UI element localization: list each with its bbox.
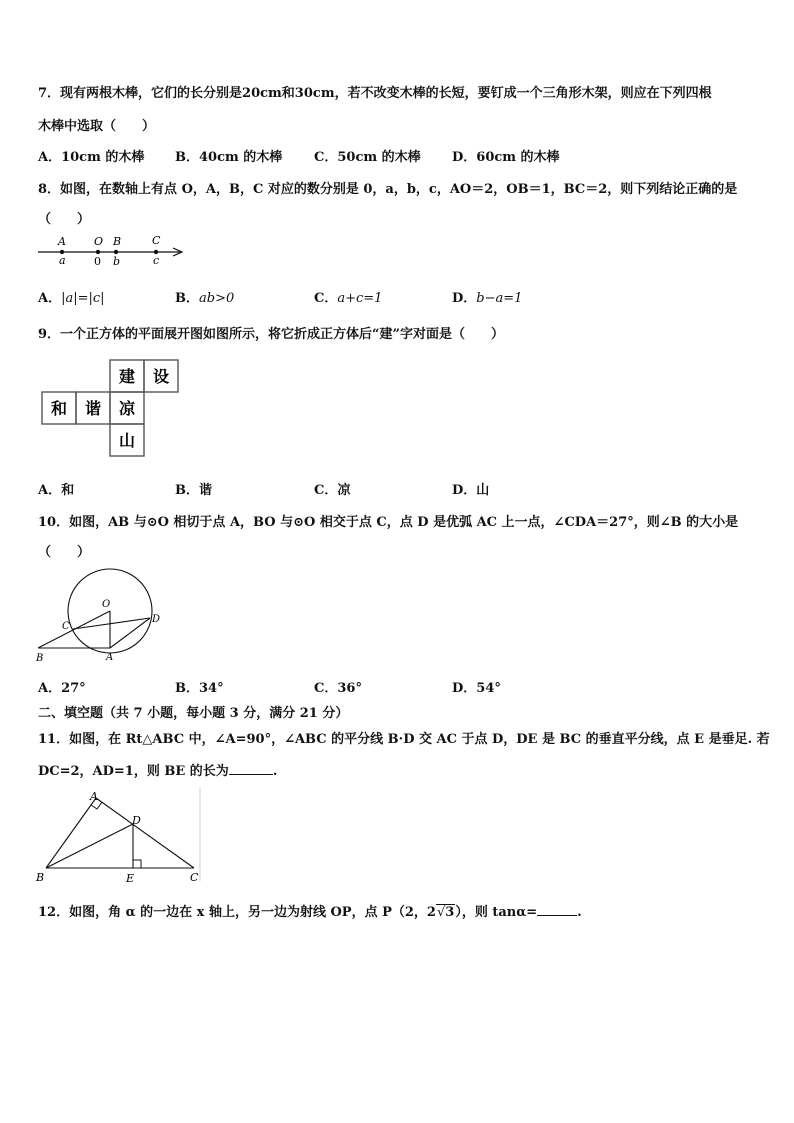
value-a-label: a (59, 254, 66, 267)
segment-bd (46, 824, 133, 868)
q8-option-a (38, 287, 105, 306)
q12-stem-end: . (577, 905, 582, 920)
label-c: C (190, 871, 199, 884)
net-char-jian: 建 (118, 367, 136, 386)
q10-stem-line2: （ ） (38, 545, 91, 560)
q11-stem-end: . (272, 764, 278, 779)
label-o: O (102, 599, 111, 610)
circle-tangent-figure (30, 558, 170, 668)
q8-option-c (314, 287, 382, 306)
q8-option-b (175, 287, 234, 306)
net-char-he: 和 (50, 399, 68, 418)
q7-option-c: C．50cm 的木棒 (314, 150, 421, 165)
label-b: B (36, 871, 45, 884)
net-char-liang: 凉 (118, 399, 136, 418)
right-angle-mark-e (133, 860, 141, 868)
q7-option-b: B．40cm 的木棒 (175, 150, 283, 165)
label-c: C (62, 621, 70, 632)
q12-stem-text-after: ），则 tanα= (455, 905, 538, 920)
q9-option-a: A．和 (38, 483, 75, 498)
net-char-xie: 谐 (84, 399, 102, 418)
point-c-label: C (152, 234, 161, 247)
label-d: D (132, 814, 141, 827)
label-a: A (106, 652, 114, 663)
segment-ab (46, 798, 96, 868)
q12-stem (38, 901, 582, 920)
q8-option-d (452, 287, 522, 306)
q12-sqrt-3: √3 (436, 905, 455, 920)
segment-bo (38, 611, 110, 648)
q8-option-b-formula: ab>0 (199, 291, 235, 306)
value-c-label: c (153, 254, 160, 267)
q7-stem-line1: 7．现有两根木棒，它们的长分别是20cm和30cm，若不改变木棒的长短，要钉成一个三角形木架，则应在下列四根 (38, 86, 712, 101)
q8-option-d-prefix: D． (452, 291, 477, 306)
q12-sqrt-arg: 3 (445, 905, 455, 920)
point-b-dot (114, 250, 118, 254)
q7-option-d: D．60cm 的木棒 (452, 150, 560, 165)
q12-answer-blank[interactable] (537, 903, 577, 916)
cube-net-figure (40, 358, 180, 464)
label-e: E (126, 872, 135, 885)
point-a-label: A (58, 235, 66, 248)
q11-stem-line1: 11．如图，在 Rt△ABC 中，∠A=90°，∠ABC 的平分线 B·D 交 AC 于点 D，DE 是 BC 的垂直平分线，点 E 是垂足. 若 (38, 732, 770, 747)
point-o-label: O (94, 235, 104, 248)
q7-stem-line2: 木棒中选取（ ） (38, 119, 156, 134)
value-b-label: b (113, 255, 121, 268)
q8-option-c-formula: a+c=1 (337, 291, 383, 306)
label-a: A (90, 790, 98, 803)
label-d: D (152, 614, 161, 625)
number-line-figure (30, 232, 190, 272)
q8-option-c-prefix: C． (314, 291, 338, 306)
q9-option-b: B．谐 (175, 483, 212, 498)
q8-stem-line1: 8．如图，在数轴上有点 O，A，B，C 对应的数分别是 0，a，b，c，AO＝2，OB＝1，BC＝2，则下列结论正确的是 (38, 182, 738, 197)
q10-option-b: B．34° (175, 681, 224, 696)
q8-option-a-prefix: A． (38, 291, 62, 306)
net-char-shan: 山 (118, 431, 136, 450)
q11-answer-blank[interactable] (229, 762, 273, 775)
segment-ac (96, 798, 194, 868)
q10-option-c: C．36° (314, 681, 362, 696)
value-0-label: 0 (94, 255, 101, 268)
section-heading-fill-in: 二、填空题（共 7 小题，每小题 3 分，满分 21 分） (38, 706, 349, 721)
q12-stem-text: 12．如图，角 α 的一边在 x 轴上，另一边为射线 OP，点 P（2，2 (38, 905, 436, 920)
q8-option-b-prefix: B． (175, 291, 199, 306)
net-char-she: 设 (152, 367, 170, 386)
q10-stem-line1: 10．如图，AB 与⊙O 相切于点 A，BO 与⊙O 相交于点 C，点 D 是优弧 AC 上一点，∠CDA＝27°，则∠B 的大小是 (38, 515, 739, 530)
q11-stem-text: DC=2，AD=1，则 BE 的长为 (38, 764, 229, 779)
point-o-dot (96, 250, 100, 254)
q9-option-d: D．山 (452, 483, 490, 498)
q8-option-a-formula: |a|=|c| (61, 291, 105, 306)
q9-option-c: C．凉 (314, 483, 351, 498)
q10-option-d: D．54° (452, 681, 501, 696)
q8-option-d-formula: b−a=1 (476, 291, 523, 306)
q8-stem-line2: （ ） (38, 212, 91, 227)
point-b-label: B (113, 235, 122, 248)
q9-stem: 9．一个正方体的平面展开图如图所示，将它折成正方体后“建”字对面是（ ） (38, 327, 505, 342)
q7-option-a: A．10cm 的木棒 (38, 150, 145, 165)
right-triangle-figure (34, 786, 204, 886)
q11-stem-line2 (38, 760, 277, 779)
label-b: B (36, 653, 44, 664)
q10-option-a: A．27° (38, 681, 86, 696)
